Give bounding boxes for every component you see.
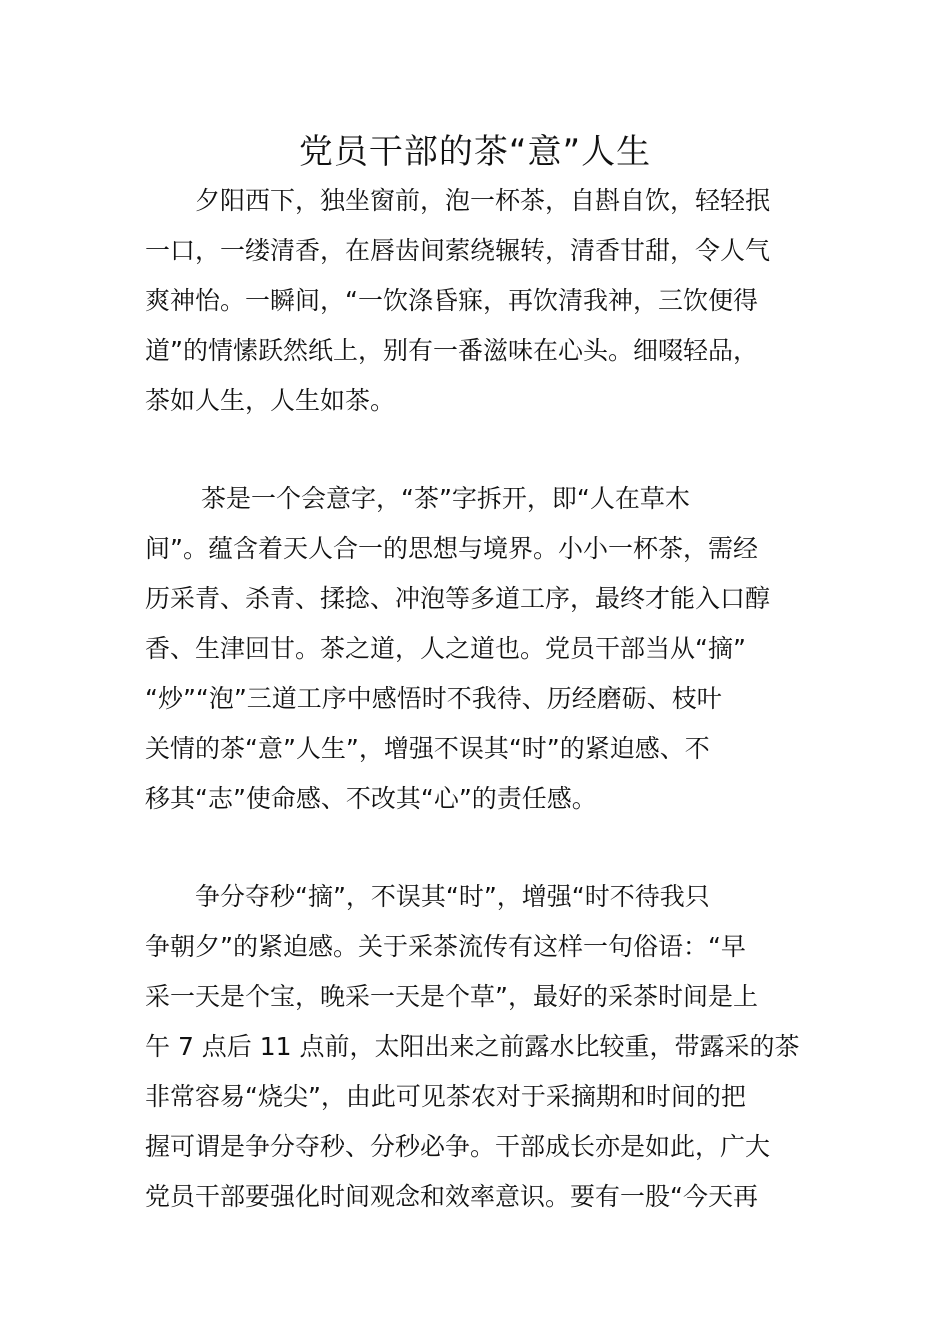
paragraph-line: 移其“志”使命感、不改其“心”的责任感。 [145,784,597,813]
paragraph-line: 采一天是个宝，晚采一天是个草”，最好的采茶时间是上 [145,982,758,1011]
paragraph-line: 香、生津回甘。茶之道，人之道也。党员干部当从“摘” [145,634,746,663]
paragraph-line: 非常容易“烧尖”，由此可见茶农对于采摘期和时间的把 [145,1082,746,1111]
paragraph-line: 争朝夕”的紧迫感。关于采茶流传有这样一句俗语：“早 [145,932,746,961]
paragraph-line: 历采青、杀青、揉捻、冲泡等多道工序，最终才能入口醇 [145,584,771,613]
paragraph-line: “炒”“泡”三道工序中感悟时不我待、历经磨砺、枝叶 [145,684,722,713]
paragraph-line: 爽神怡。一瞬间，“一饮涤昏寐，再饮清我神，三饮便得 [145,286,758,315]
paragraph-3 [145,872,807,1222]
paragraph-line: 党员干部要强化时间观念和效率意识。要有一股“今天再 [145,1182,758,1211]
paragraph-line: 午 7 点后 11 点前，太阳出来之前露水比较重，带露采的茶 [145,1032,800,1061]
paragraph-line: 茶是一个会意字，“茶”字拆开，即“人在草木 [201,484,690,513]
paragraph-1 [145,176,807,426]
paragraph-line: 关情的茶“意”人生”，增强不误其“时”的紧迫感、不 [145,734,710,763]
paragraph-line: 茶如人生，人生如茶。 [145,386,396,415]
paragraph-line: 握可谓是争分夺秒、分秒必争。干部成长亦是如此，广大 [145,1132,771,1161]
paragraph-2 [145,474,807,824]
document-title: 党员干部的茶“意”人生 [298,132,652,172]
paragraph-line: 一口，一缕清香，在唇齿间萦绕辗转，清香甘甜，令人气 [145,236,771,265]
paragraph-line: 道”的情愫跃然纸上，别有一番滋味在心头。细啜轻品， [145,336,758,365]
paragraph-line: 争分夺秒“摘”，不误其“时”，增强“时不待我只 [195,882,710,911]
paragraph-line: 间”。蕴含着天人合一的思想与境界。小小一杯茶，需经 [145,534,758,563]
paragraph-line: 夕阳西下，独坐窗前，泡一杯茶，自斟自饮，轻轻抿 [195,186,771,215]
